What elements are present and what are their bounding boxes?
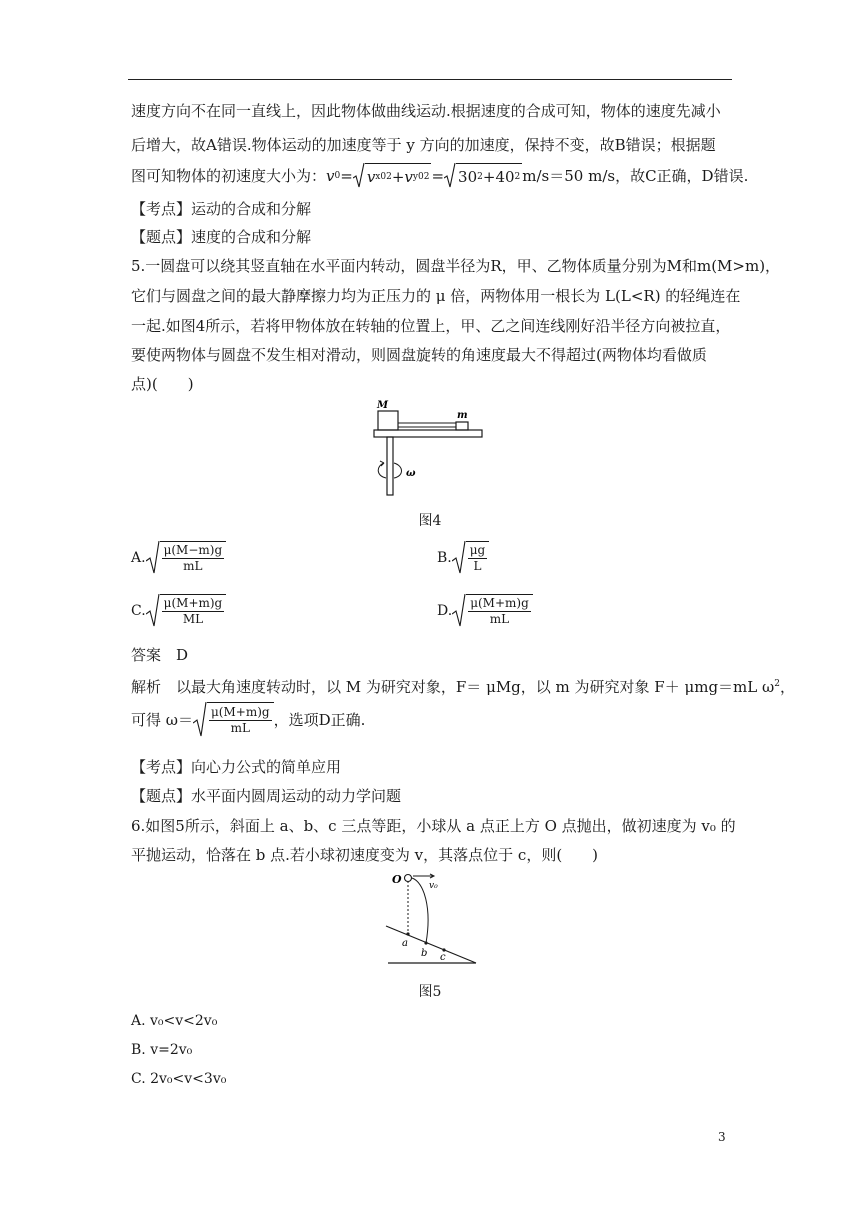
q5-answer: 答案 D xyxy=(131,646,189,664)
figure-5-label-c: c xyxy=(440,952,446,963)
figure-5-projectile xyxy=(384,868,484,968)
q5-kaodian: 【考点】向心力公式的简单应用 xyxy=(131,758,342,776)
q5-analysis-line-1: 解析 以最大角速度转动时，以 M 为研究对象，F＝ μMg，以 m 为研究对象 F＋ μmg＝mL $\omega^2$， xyxy=(131,678,795,696)
figure-4-label-omega: ω xyxy=(406,468,416,479)
figure-5-label-O: O xyxy=(392,873,402,886)
q6-line-2: 平抛运动，恰落在 b 点.若小球初速度变为 v，其落点位于 c，则( ) xyxy=(131,846,599,864)
sqrt-numeric: 30 2 + 40 2 xyxy=(444,163,522,189)
q5-line-1: 5.一圆盘可以绕其竖直轴在水平面内转动，圆盘半径为R，甲、乙物体质量分别为M和m(M>m)， xyxy=(131,257,781,275)
q5-line-4: 要使两物体与圆盘不发生相对滑动，则圆盘旋转的角速度最大不得超过(两物体均看做质 xyxy=(131,346,707,364)
q5-line-5: 点)( ) xyxy=(131,375,194,393)
header-rule xyxy=(128,79,732,80)
option-d: D. $\frac{\mu(M+m)g}{mL}$ xyxy=(437,594,533,628)
option-b: B. $\frac{\mu g}{L}$ xyxy=(437,541,489,575)
q6-option-b: B. v=2v₀ xyxy=(131,1042,193,1058)
figure-4-label-M: M xyxy=(377,400,389,411)
q5-line-3: 一起.如图4所示，若将甲物体放在转轴的位置上，甲、乙之间连线刚好沿半径方向被拉直， xyxy=(131,317,731,335)
prev-tidian: 【题点】速度的合成和分解 xyxy=(131,228,312,246)
prev-line-2: 后增大，故A错误.物体运动的加速度等于 y 方向的加速度，保持不变，故B错误；根据题 xyxy=(131,136,716,154)
q5-tidian: 【题点】水平面内圆周运动的动力学问题 xyxy=(131,787,402,805)
q6-option-c: C. 2v₀<v<3v₀ xyxy=(131,1071,227,1087)
page-number: 3 xyxy=(718,1130,726,1144)
option-c: C. $\frac{\mu(M+m)g}{ML}$ xyxy=(131,594,226,628)
prev-line-3: 图可知物体的初速度大小为： v 0 = v x0 2 + v y0 2 = 30 2 + 40 2 m/s＝50 m/s，故C正确，D错误. xyxy=(131,163,748,189)
prev-line-1: 速度方向不在同一直线上，因此物体做曲线运动.根据速度的合成可知，物体的速度先减小 xyxy=(131,102,721,120)
figure-5-label-a: a xyxy=(402,938,408,949)
figure-4-label-m: m xyxy=(457,410,468,421)
q6-line-1: 6.如图5所示，斜面上 a、b、c 三点等距，小球从 a 点正上方 O 点抛出，做初速度为 v₀ 的 xyxy=(131,817,736,835)
q6-option-a: A. v₀<v<2v₀ xyxy=(131,1013,218,1029)
figure-5-label-v0: v₀ xyxy=(429,881,438,891)
figure-4-turntable xyxy=(370,398,490,498)
sqrt-velocity-components: v x0 2 + v y0 2 xyxy=(353,163,432,189)
figure-5-caption: 图5 xyxy=(418,984,442,1000)
q5-line-2: 它们与圆盘之间的最大静摩擦力均为正压力的 μ 倍，两物体用一根长为 L(L<R) 的轻绳连在 xyxy=(131,287,741,305)
option-a: A. $\frac{\mu(M-m)g}{mL}$ xyxy=(131,541,226,575)
figure-5-label-b: b xyxy=(421,948,428,959)
prev-kaodian: 【考点】运动的合成和分解 xyxy=(131,200,312,218)
q5-analysis-line-2: 可得 ω＝ $\frac{\mu(M+m)g}{mL}$ ，选项D正确. xyxy=(131,702,365,738)
figure-4-caption: 图4 xyxy=(418,513,442,529)
